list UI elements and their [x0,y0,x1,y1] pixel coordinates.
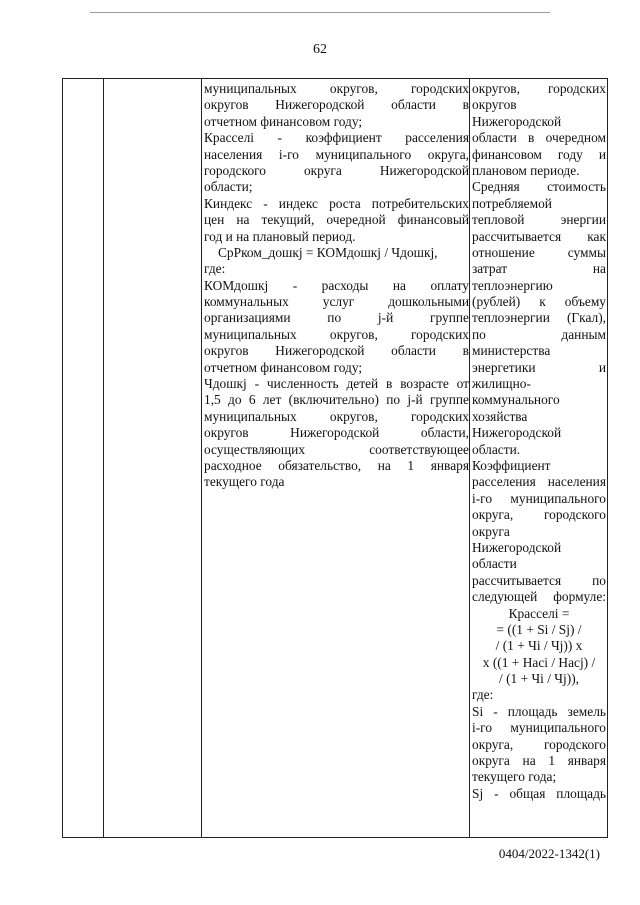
text-line: округов, городских [472,81,606,96]
column-divider [201,79,202,837]
text-line: осуществляющих соответствующее [204,441,469,457]
table-cell-methodology-notes [472,81,606,802]
text-line: i-го муниципального [472,490,606,506]
text-line: текущего года; [472,769,557,785]
text-line: энергетики и [472,359,606,375]
text-line: округов [472,97,517,113]
text-line: муниципальных округов, городских [204,81,469,96]
text-line: Si - площадь земель [472,703,606,719]
text-line: области в очередном [472,130,606,146]
text-line: / (1 + Чi / Чj)), [499,671,579,687]
text-line: округа, городского [472,507,606,523]
text-line: отчетном финансовом году; [204,359,363,375]
document-table [62,78,608,838]
text-line: следующей формуле: [472,589,606,605]
text-line: затрат на [472,261,606,277]
text-line: где: [472,687,494,703]
text-line: Красселі = [508,605,570,621]
text-line: = ((1 + Si / Sj) / [496,621,582,637]
text-line: области; [204,179,253,195]
text-line: i-го муниципального [472,720,606,736]
text-line: рассчитывается по [472,572,606,588]
text-line: округов Нижегородской области в [204,97,469,113]
text-line: жилищно- [472,376,531,392]
text-line: потребляемой [472,195,552,211]
text-line: x ((1 + Насі / Hacj) / [482,654,596,670]
text-line: хозяйства [472,408,528,424]
text-line: округов Нижегородской области в [204,343,469,359]
text-line: Sj - общая площадь [472,785,606,801]
text-line: организациями по j-й группе [204,310,469,326]
text-line: по данным [472,326,606,342]
text-line: теплоэнергии (Гкал), [472,310,606,326]
text-line: расходное обязательство, на 1 января [204,457,469,473]
text-line: округа, городского [472,736,606,752]
text-line: год и на плановый период. [204,228,356,244]
text-line: теплоэнергию [472,277,553,293]
text-line: области. [472,441,521,457]
text-line: КОМдошкj - расходы на оплату [204,277,469,293]
text-line: Нижегородской [472,539,562,555]
text-line: финансовом году и [472,146,606,162]
text-line: министерства [472,343,551,359]
text-line: коммунального [472,392,560,408]
page-number: 62 [313,42,327,57]
text-line: Красселі - коэффициент расселения [204,130,469,146]
document-code: 0404/2022-1342(1) [498,846,600,861]
text-line: муниципальных округов, городских [204,326,469,342]
text-line: Коэффициент [472,457,551,473]
text-line: области [472,556,517,572]
column-divider [103,79,104,837]
text-line: СрРком_дошкj = КОМдошкj / Чдошкj, [218,244,438,260]
text-line: отношение суммы [472,244,606,260]
text-line: текущего года [204,474,285,490]
table-cell-formula-description [204,81,469,491]
text-line: плановом периоде. [472,162,580,178]
text-line: отчетном финансовом году; [204,113,363,129]
text-line: городского округа Нижегородской [204,162,469,178]
text-line: округов Нижегородской области, [204,425,469,441]
text-line: Чдошкj - численность детей в возрасте от [204,376,469,392]
text-line: Киндекс - индекс роста потребительских [204,195,469,211]
text-line: где: [204,261,226,277]
text-line: муниципальных округов, городских [204,408,469,424]
text-line: округа на 1 января [472,753,606,769]
text-line: Нижегородской [472,425,562,441]
text-line: округа [472,523,510,539]
text-line: (рублей) к объему [472,294,606,310]
text-line: 1,5 до 6 лет (включительно) по j-й группе [204,392,469,408]
scan-artifact-line [90,12,550,13]
text-line: / (1 + Чi / Чj)) x [495,638,583,654]
text-line: тепловой энергии [472,212,606,228]
text-line: цен на текущий, очередной финансовый [204,212,469,228]
text-line: населения i-го муниципального округа, [204,146,469,162]
text-line: рассчитывается как [472,228,606,244]
column-divider [469,79,470,837]
text-line: Средняя стоимость [472,179,606,195]
text-line: расселения населения [472,474,606,490]
text-line: Нижегородской [472,113,562,129]
text-line: коммунальных услуг дошкольными [204,294,469,310]
